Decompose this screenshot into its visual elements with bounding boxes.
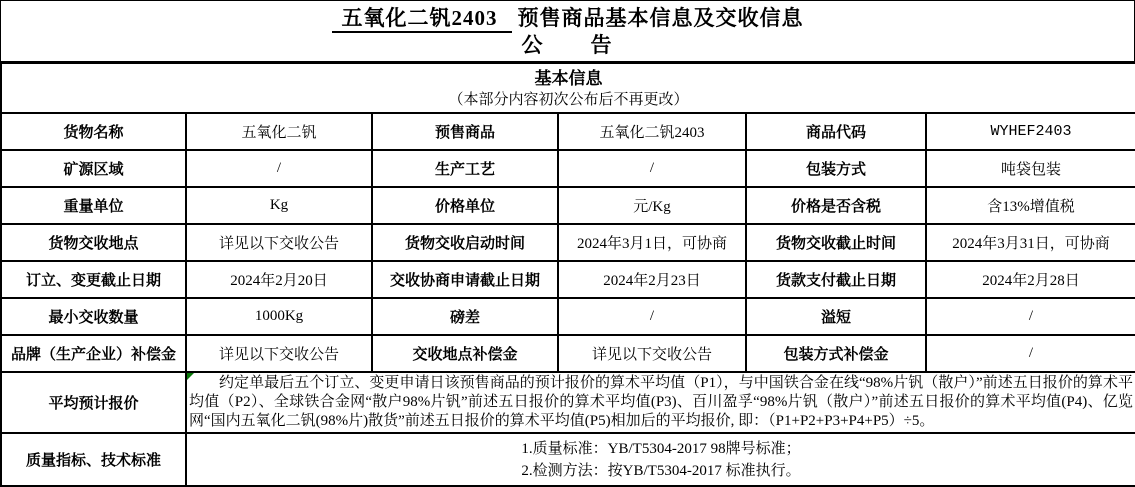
table-row-min-quantity xyxy=(1,298,1135,335)
label-overflow-short: 溢短 xyxy=(746,298,926,335)
label-min-delivery-quantity: 最小交收数量 xyxy=(1,298,186,335)
value-delivery-place: 详见以下交收公告 xyxy=(186,224,372,261)
value-delivery-deadline: 2024年3月31日，可协商 xyxy=(926,224,1135,261)
table-row-quality-standard xyxy=(1,433,1135,486)
value-min-delivery-quantity: 1000Kg xyxy=(186,298,372,335)
section-header-row xyxy=(1,63,1135,114)
value-place-compensation: 详见以下交收公告 xyxy=(558,335,746,372)
label-goods-name: 货物名称 xyxy=(1,113,186,150)
value-weight-unit: Kg xyxy=(186,187,372,224)
title-rest: 预售商品基本信息及交收信息 xyxy=(517,6,804,30)
table-row-order-deadline xyxy=(1,261,1135,298)
value-brand-compensation: 详见以下交收公告 xyxy=(186,335,372,372)
value-average-quote xyxy=(186,372,1135,433)
page-title-line2: 公 告 xyxy=(521,33,614,57)
label-weight-tolerance: 磅差 xyxy=(372,298,558,335)
value-ore-region: / xyxy=(186,150,372,187)
label-packaging: 包装方式 xyxy=(746,150,926,187)
quality-standard-line2: 2.检测方法：按YB/T5304-2017 标准执行。 xyxy=(521,462,801,479)
quality-standard-line1: 1.质量标准：YB/T5304-2017 98牌号标准； xyxy=(521,440,801,457)
basic-info-table xyxy=(0,61,1135,487)
value-price-unit: 元/Kg xyxy=(558,187,746,224)
page-title xyxy=(1,5,1134,32)
section-header-cell xyxy=(1,63,1135,114)
value-goods-name: 五氧化二钒 xyxy=(186,113,372,150)
value-production-process: / xyxy=(558,150,746,187)
value-delivery-start: 2024年3月1日，可协商 xyxy=(558,224,746,261)
value-payment-deadline: 2024年2月28日 xyxy=(926,261,1135,298)
label-packaging-compensation: 包装方式补偿金 xyxy=(746,335,926,372)
value-tax-included: 含13%增值税 xyxy=(926,187,1135,224)
average-quote-text: 约定单最后五个订立、变更申请日该预售商品的预计报价的算术平均值（P1），与中国铁合金在线“98%片钒（散户）”前述五日报价的算术平均值（P2）、全球铁合金网“散户98%片钒”前述五日报价的算术平均值(P3)、百川盈孚“98%片钒（散户）”前述五日报价的算术平均值(P4)、亿览网“国内五氧化二钒(98%片)散货”前述五日报价的算术平均值(P5)相加后的平均报价, 即：（P1+P2+P3+P4+P5）÷5。 xyxy=(189,375,1134,429)
document-title xyxy=(0,0,1135,61)
label-delivery-place: 货物交收地点 xyxy=(1,224,186,261)
label-tax-included: 价格是否含税 xyxy=(746,187,926,224)
table-row-delivery-place xyxy=(1,224,1135,261)
value-presale-product: 五氧化二钒2403 xyxy=(558,113,746,150)
section-subtitle: （本部分内容初次公布后不再更改） xyxy=(448,91,689,108)
value-overflow-short: / xyxy=(926,298,1135,335)
label-presale-product: 预售商品 xyxy=(372,113,558,150)
value-quality-standard xyxy=(186,433,1135,486)
title-product-code: 五氧化二钒2403 xyxy=(332,6,512,33)
label-product-code: 商品代码 xyxy=(746,113,926,150)
table-row-goods-name xyxy=(1,113,1135,150)
value-product-code: WYHEF2403 xyxy=(926,113,1135,150)
value-packaging: 吨袋包装 xyxy=(926,150,1135,187)
label-ore-region: 矿源区域 xyxy=(1,150,186,187)
section-title: 基本信息 xyxy=(534,68,603,88)
table-row-compensation xyxy=(1,335,1135,372)
value-negotiation-deadline: 2024年2月23日 xyxy=(558,261,746,298)
label-order-change-deadline: 订立、变更截止日期 xyxy=(1,261,186,298)
table-row-ore-region xyxy=(1,150,1135,187)
label-brand-compensation: 品牌（生产企业）补偿金 xyxy=(1,335,186,372)
label-production-process: 生产工艺 xyxy=(372,150,558,187)
table-row-average-quote xyxy=(1,372,1135,433)
value-packaging-compensation: / xyxy=(926,335,1135,372)
label-price-unit: 价格单位 xyxy=(372,187,558,224)
label-payment-deadline: 货款支付截止日期 xyxy=(746,261,926,298)
table-row-weight-unit xyxy=(1,187,1135,224)
label-delivery-deadline: 货物交收截止时间 xyxy=(746,224,926,261)
label-quality-standard: 质量指标、技术标准 xyxy=(1,433,186,486)
label-place-compensation: 交收地点补偿金 xyxy=(372,335,558,372)
label-negotiation-deadline: 交收协商申请截止日期 xyxy=(372,261,558,298)
value-weight-tolerance: / xyxy=(558,298,746,335)
cell-comment-triangle-icon xyxy=(187,373,194,380)
label-average-quote: 平均预计报价 xyxy=(1,372,186,433)
label-weight-unit: 重量单位 xyxy=(1,187,186,224)
value-order-change-deadline: 2024年2月20日 xyxy=(186,261,372,298)
label-delivery-start: 货物交收启动时间 xyxy=(372,224,558,261)
